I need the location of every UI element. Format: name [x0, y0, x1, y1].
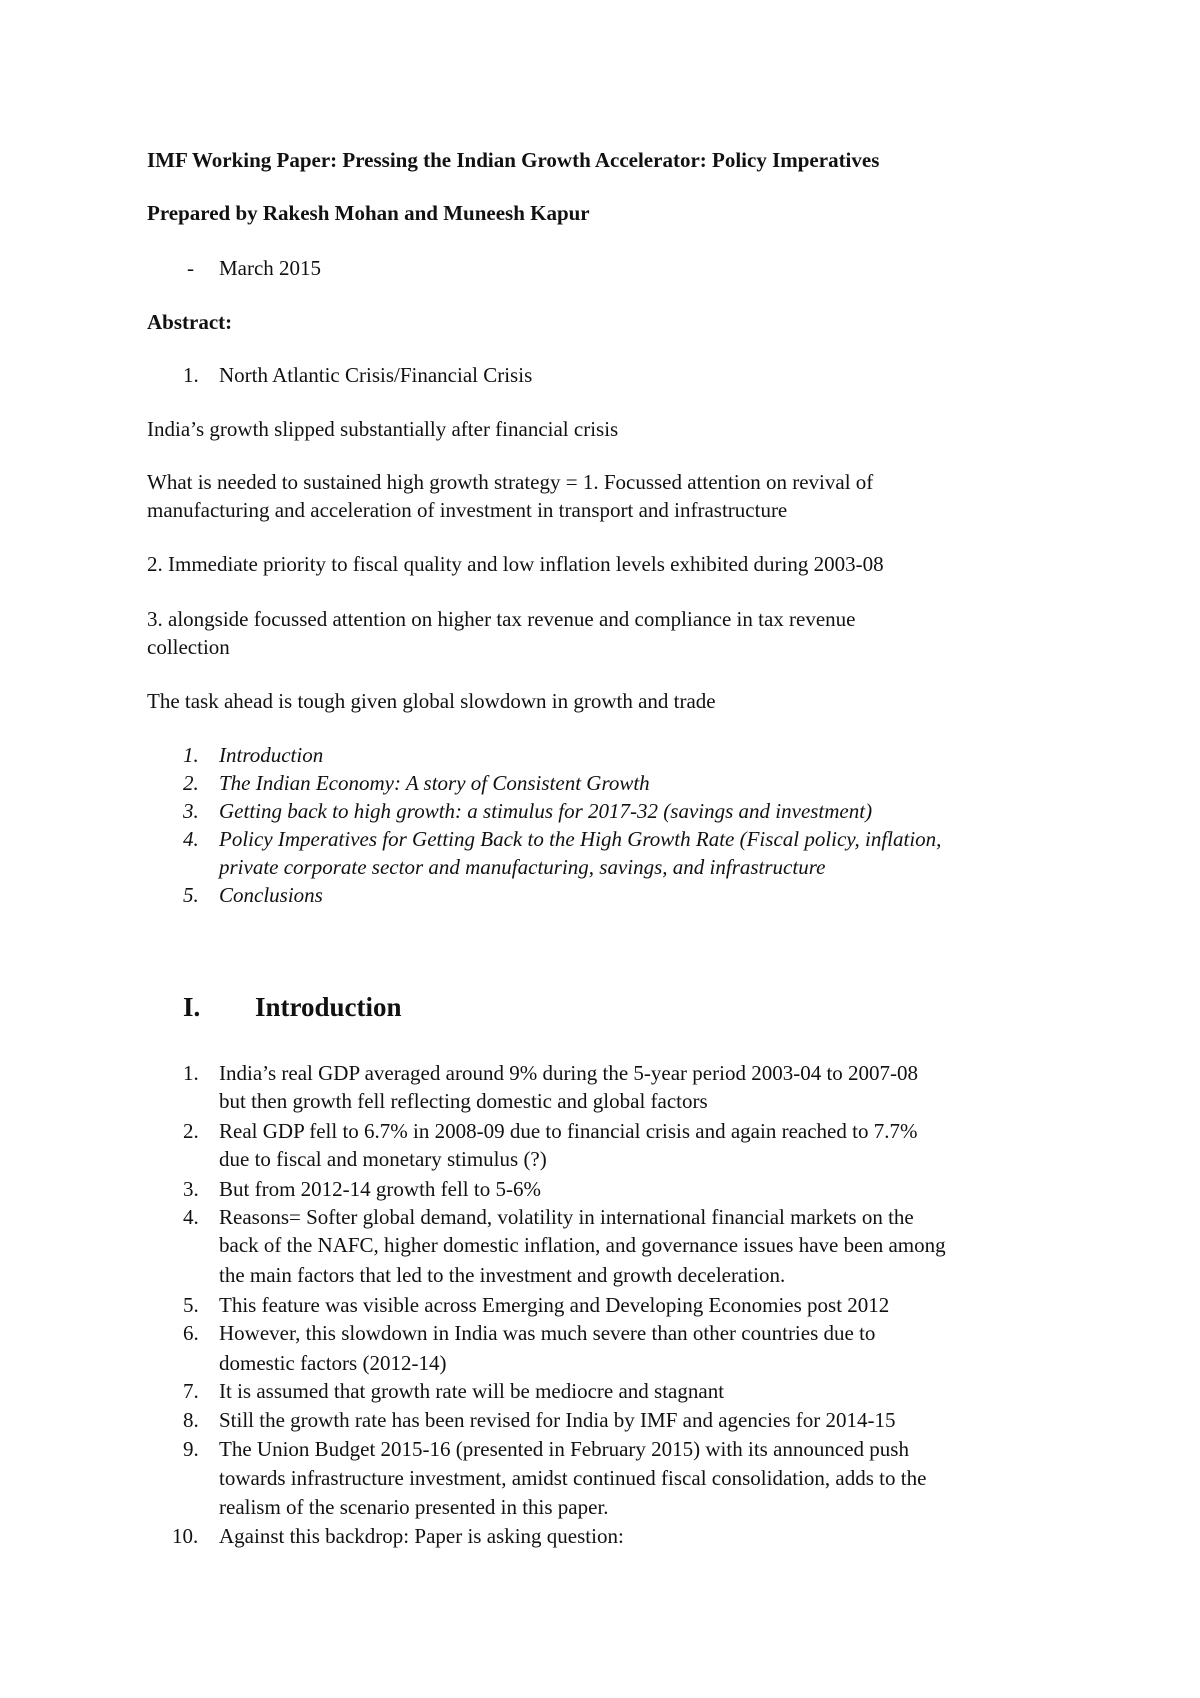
- list-number: 7.: [183, 1379, 199, 1403]
- list-number: 6.: [183, 1321, 199, 1345]
- list-item-line: It is assumed that growth rate will be mediocre and stagnant: [219, 1379, 725, 1403]
- list-item-line: towards infrastructure investment, amidst continued fiscal consolidation, adds to the: [219, 1466, 927, 1490]
- list-item-line: Reasons= Softer global demand, volatility in international financial markets on the: [219, 1205, 914, 1229]
- list-number: 10.: [172, 1524, 199, 1548]
- list-number: 3.: [183, 1177, 199, 1201]
- toc-item-continuation: private corporate sector and manufacturing, savings, and infrastructure: [219, 855, 826, 879]
- list-item-line: India’s real GDP averaged around 9% during the 5-year period 2003-04 to 2007-08: [219, 1061, 919, 1085]
- paragraph-4-line-1: 3. alongside focussed attention on higher tax revenue and compliance in tax revenue: [147, 607, 856, 631]
- list-item-line: back of the NAFC, higher domestic inflation, and governance issues have been among: [219, 1233, 946, 1257]
- list-item-line: due to fiscal and monetary stimulus (?): [219, 1147, 547, 1171]
- paragraph-4-line-2: collection: [147, 635, 230, 659]
- paragraph-5: The task ahead is tough given global slowdown in growth and trade: [147, 689, 716, 713]
- list-item-line: The Union Budget 2015-16 (presented in February 2015) with its announced push: [219, 1437, 909, 1461]
- date-bullet: -: [187, 256, 194, 280]
- document-authors: Prepared by Rakesh Mohan and Muneesh Kapur: [147, 201, 590, 225]
- toc-number: 5.: [183, 883, 199, 907]
- list-item-line: realism of the scenario presented in this paper.: [219, 1495, 609, 1519]
- list-item-line: However, this slowdown in India was much severe than other countries due to: [219, 1321, 876, 1345]
- paragraph-2-line-2: manufacturing and acceleration of investment in transport and infrastructure: [147, 498, 788, 522]
- toc-item: Conclusions: [219, 883, 323, 907]
- document-title: IMF Working Paper: Pressing the Indian Growth Accelerator: Policy Imperatives: [147, 148, 880, 172]
- toc-number: 1.: [183, 743, 199, 767]
- list-number: 2.: [183, 1119, 199, 1143]
- list-item-line: Still the growth rate has been revised for India by IMF and agencies for 2014-15: [219, 1408, 896, 1432]
- list-item-line: domestic factors (2012-14): [219, 1351, 447, 1375]
- toc-number: 3.: [183, 799, 199, 823]
- section-title: Introduction: [255, 992, 402, 1022]
- section-number: I.: [183, 992, 201, 1022]
- list-number: 1.: [183, 1061, 199, 1085]
- toc-number: 4.: [183, 827, 199, 851]
- abstract-label: Abstract:: [147, 310, 233, 334]
- list-number: 9.: [183, 1437, 199, 1461]
- list-item-line: but then growth fell reflecting domestic and global factors: [219, 1089, 708, 1113]
- list-number: 4.: [183, 1205, 199, 1229]
- list-number: 8.: [183, 1408, 199, 1432]
- list-item-line: Against this backdrop: Paper is asking question:: [219, 1524, 624, 1548]
- toc-item: The Indian Economy: A story of Consistent Growth: [219, 771, 650, 795]
- toc-number: 2.: [183, 771, 199, 795]
- list-item-line: the main factors that led to the investment and growth deceleration.: [219, 1263, 786, 1287]
- list-item-line: But from 2012-14 growth fell to 5-6%: [219, 1177, 541, 1201]
- list-item-line: This feature was visible across Emerging and Developing Economies post 2012: [219, 1293, 890, 1317]
- toc-item: Getting back to high growth: a stimulus for 2017-32 (savings and investment): [219, 799, 873, 823]
- document-date: March 2015: [219, 256, 322, 280]
- paragraph-3: 2. Immediate priority to fiscal quality and low inflation levels exhibited during 2003-08: [147, 552, 884, 576]
- paragraph-1: India’s growth slipped substantially after financial crisis: [147, 417, 619, 441]
- paragraph-2-line-1: What is needed to sustained high growth strategy = 1. Focussed attention on revival of: [147, 470, 874, 494]
- abstract-item-text: North Atlantic Crisis/Financial Crisis: [219, 363, 533, 387]
- toc-item: Introduction: [219, 743, 324, 767]
- list-item-line: Real GDP fell to 6.7% in 2008-09 due to financial crisis and again reached to 7.7%: [219, 1119, 918, 1143]
- abstract-item-number: 1.: [183, 363, 199, 387]
- toc-item: Policy Imperatives for Getting Back to the High Growth Rate (Fiscal policy, inflation,: [219, 827, 942, 851]
- list-number: 5.: [183, 1293, 199, 1317]
